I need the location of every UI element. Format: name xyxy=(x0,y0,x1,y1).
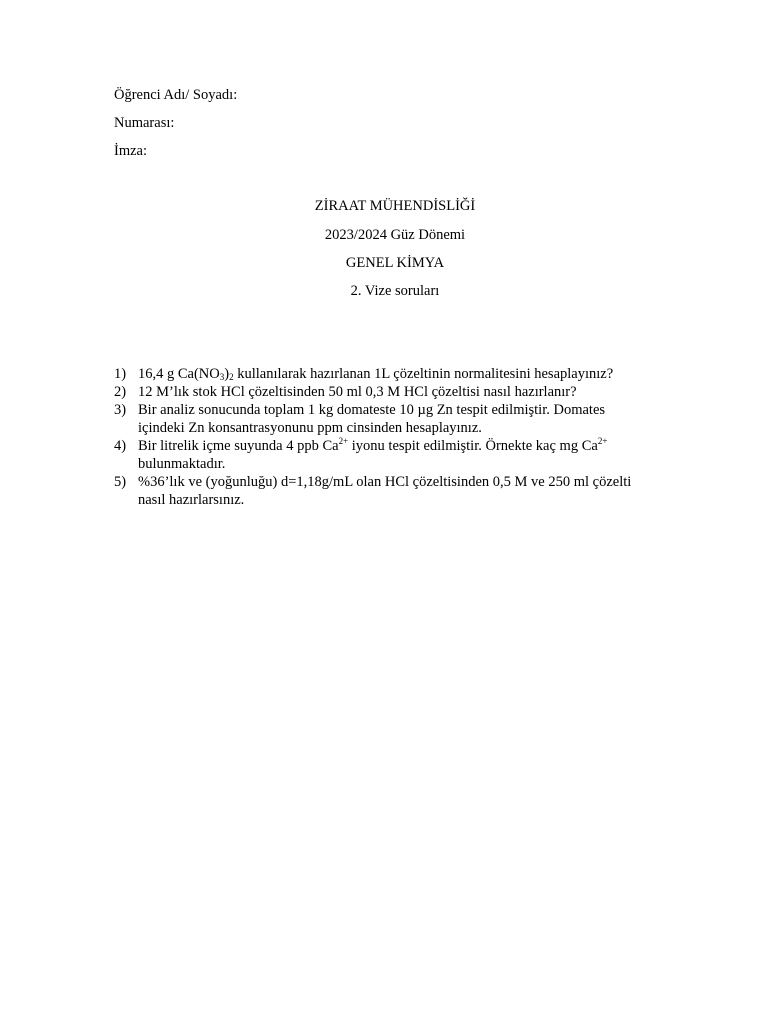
subscript: 3 xyxy=(219,372,225,382)
question-text-line: Bir analiz sonucunda toplam 1 kg domateste 10 µg Zn tespit edilmiştir. Domates xyxy=(138,402,606,418)
subscript: 2 xyxy=(229,372,234,382)
question-3 xyxy=(114,401,674,437)
superscript: 2+ xyxy=(338,436,349,446)
student-number-label: Numarası: xyxy=(114,115,175,131)
question-text-line: içindeki Zn konsantrasyonunu ppm cinsinden hesaplayınız. xyxy=(138,420,482,436)
signature-label: İmza: xyxy=(114,143,148,159)
question-number: 4) xyxy=(114,438,127,454)
question-text: 16,4 g $Ca(NO_3)_2$ kullanılarak hazırlanan 1L çözeltinin normalitesini hesaplayınız? xyxy=(138,366,614,382)
question-list xyxy=(114,365,674,509)
question-text-line: %36’lık ve (yoğunluğu) d=1,18g/mL olan HCl çözeltisinden 0,5 M ve 250 ml çözelti xyxy=(138,474,632,490)
question-1 xyxy=(114,365,674,383)
question-text: 12 M’lık stok HCl çözeltisinden 50 ml 0,3 M HCl çözeltisi nasıl hazırlanır? xyxy=(138,384,577,400)
question-text: Bir litrelik içme suyunda 4 ppb $Ca^{2+}$ iyonu tespit edilmiştir. Örnekte kaç mg $Ca^{2+}$ bulunmaktadır. xyxy=(138,436,608,472)
question-text-line: nasıl hazırlarsınız. xyxy=(138,492,245,508)
course-title: GENEL KİMYA xyxy=(345,255,445,271)
question-number: 1) xyxy=(114,366,127,382)
term-title: 2023/2024 Güz Dönemi xyxy=(324,227,466,243)
superscript: 2+ xyxy=(597,436,608,446)
question-text-line: bulunmaktadır. xyxy=(138,456,226,472)
department-title: ZİRAAT MÜHENDİSLİĞİ xyxy=(314,198,476,214)
question-2 xyxy=(114,383,674,401)
question-text xyxy=(138,401,674,437)
student-name-label: Öğrenci Adı/ Soyadı: xyxy=(114,87,238,103)
question-4 xyxy=(114,437,674,473)
question-number: 5) xyxy=(114,474,127,490)
question-text xyxy=(138,473,674,509)
question-number: 3) xyxy=(114,402,127,418)
question-number: 2) xyxy=(114,384,127,400)
question-5 xyxy=(114,473,674,509)
exam-title: 2. Vize soruları xyxy=(350,283,440,299)
